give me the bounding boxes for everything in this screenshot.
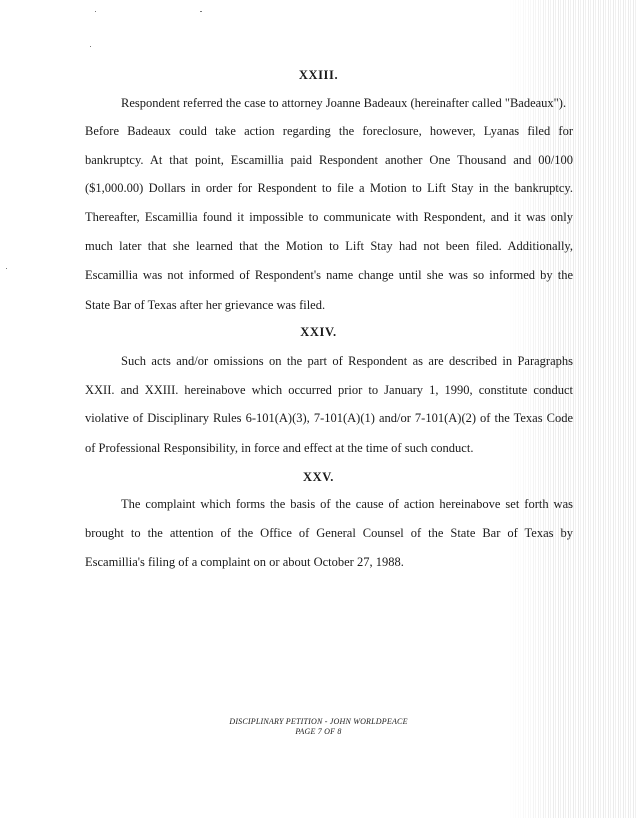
paragraph-line: The complaint which forms the basis of the cause of action hereinabove set forth was: [121, 497, 573, 511]
section-heading-xxiv: XXIV.: [300, 325, 337, 339]
paragraph-line: Escamillia's filing of a complaint on or about October 27, 1988.: [85, 555, 404, 569]
section-heading-xxv: XXV.: [303, 470, 334, 484]
paragraph-line: much later that she learned that the Motion to Lift Stay had not been filed. Additionally,: [85, 239, 573, 253]
scan-speck: [95, 11, 96, 12]
footer-title: DISCIPLINARY PETITION - JOHN WORLDPEACE: [229, 717, 408, 726]
paragraph-line: Escamillia was not informed of Respondent's name change until she was so informed by the: [85, 268, 573, 282]
footer-page-number: PAGE 7 OF 8: [295, 727, 342, 736]
paragraph-line: brought to the attention of the Office of General Counsel of the State Bar of Texas by: [85, 526, 573, 540]
paragraph-line: ($1,000.00) Dollars in order for Respondent to file a Motion to Lift Stay in the bankruptcy.: [85, 181, 573, 195]
paragraph-line: bankruptcy. At that point, Escamillia paid Respondent another One Thousand and 00/100: [85, 153, 573, 167]
paragraph-line: XXII. and XXIII. hereinabove which occurred prior to January 1, 1990, constitute conduct: [85, 383, 573, 397]
paragraph-line: Before Badeaux could take action regarding the foreclosure, however, Lyanas filed for: [85, 124, 573, 138]
scan-speck: [200, 11, 202, 12]
paragraph-line: violative of Disciplinary Rules 6-101(A)(3), 7-101(A)(1) and/or 7-101(A)(2) of the Texas Code: [85, 411, 573, 425]
section-heading-xxiii: XXIII.: [298, 68, 339, 82]
scan-speck: [6, 268, 7, 269]
scan-speck: [90, 46, 91, 47]
paragraph-line: of Professional Responsibility, in force and effect at the time of such conduct.: [85, 441, 474, 455]
scanner-edge-artifact: [509, 0, 637, 818]
paragraph-line: Such acts and/or omissions on the part of Respondent as are described in Paragraphs: [121, 354, 573, 368]
paragraph-line: Respondent referred the case to attorney Joanne Badeaux (hereinafter called "Badeaux").: [121, 96, 567, 110]
paragraph-line: State Bar of Texas after her grievance was filed.: [85, 298, 326, 312]
paragraph-line: Thereafter, Escamillia found it impossible to communicate with Respondent, and it was only: [85, 210, 573, 224]
